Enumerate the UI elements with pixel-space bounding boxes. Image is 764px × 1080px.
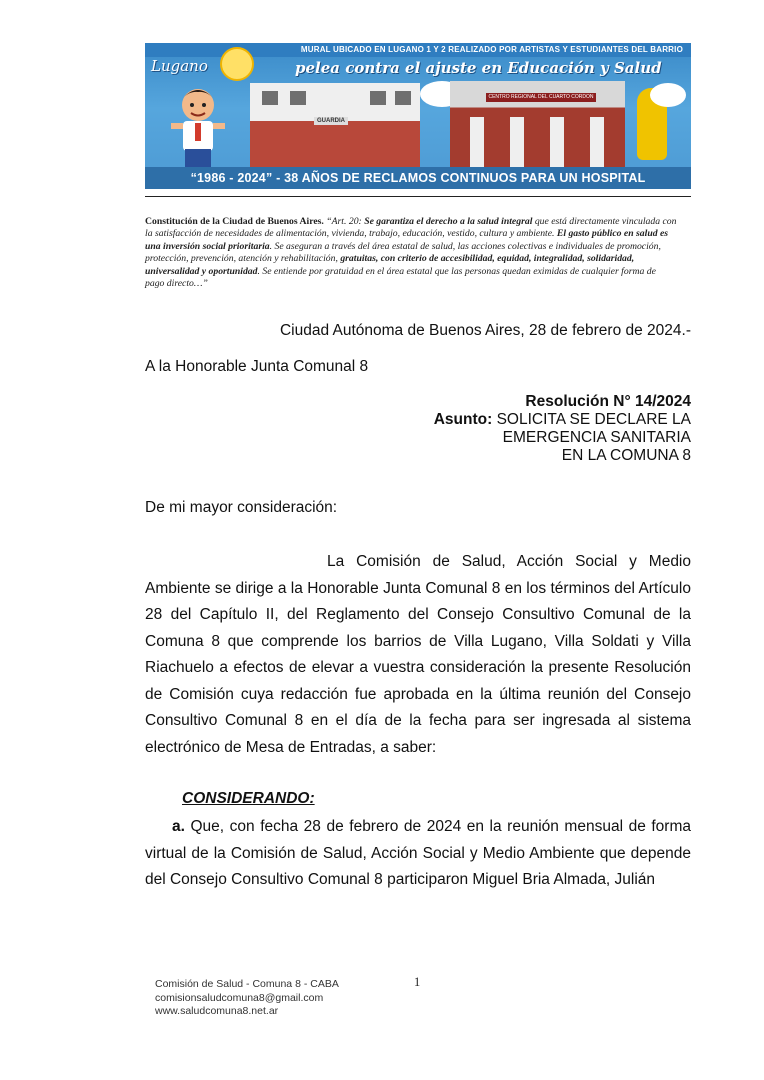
quote-bold-1: Se garantiza el derecho a la salud integral (364, 216, 533, 227)
item-a-text: Que, con fecha 28 de febrero de 2024 en la reunión mensual de forma virtual de la Comisión de Salud, Acción Social y Medio Ambiente que depende del Consejo Consultivo Comunal 8 participaron Miguel Bria Almada, Julián (145, 818, 691, 888)
asunto-block (434, 411, 691, 465)
quote-source: Constitución de la Ciudad de Buenos Aires. (145, 216, 324, 227)
quote-text-2: que está directamente vinculada con la satisfacción de necesidades de alimentación, vivienda, trabajo, educación, vestido, cultura y ambiente. (145, 216, 677, 240)
banner-bottom-caption: “1986 - 2024” - 38 AÑOS DE RECLAMOS CONTINUOS PARA UN HOSPITAL (145, 167, 691, 189)
considerando-heading: CONSIDERANDO: (182, 790, 315, 807)
banner-slogan: pelea contra el ajuste en Educación y Salud (295, 59, 662, 77)
footer-org: Comisión de Salud - Comuna 8 - CABA (155, 978, 339, 990)
quote-text-4: . Se aseguran a través del área estatal de salud, las acciones colectivas e individuales de promoción, protección, prevención, atención y rehabilitación, (145, 240, 661, 265)
header-divider (145, 196, 691, 197)
resolution-number: Resolución N° 14/2024 (525, 393, 691, 410)
considerando-item-a (145, 814, 691, 894)
asunto-line-3: EN LA COMUNA 8 (561, 447, 691, 464)
body-paragraph-1-text: La Comisión de Salud, Acción Social y Medio Ambiente se dirige a la Honorable Junta Comunal 8 en los términos del Artículo 28 del Capítulo II, del Reglamento del Consejo Consultivo Comunal de la Comuna 8 que comprende los barrios de Villa Lugano, Villa Soldati y Villa Riachuelo a efectos de elevar a vuestra consideración la presente Resolución de Comisión cuya redacción fue aprobada en la última reunión del Consejo Consultivo Comunal 8 en el día de la fecha para ser ingresada al sistema electrónico de Mesa de Entradas, a saber: (145, 553, 691, 756)
hospital-building (450, 81, 625, 169)
asunto-line-2: EMERGENCIA SANITARIA (502, 429, 691, 446)
speech-bubble-right-icon (650, 83, 686, 107)
asunto-label: Asunto: (433, 411, 493, 428)
guardia-sign: GUARDIA (314, 117, 348, 125)
page-number: 1 (414, 975, 421, 989)
addressee: A la Honorable Junta Comunal 8 (145, 358, 369, 375)
footer-website[interactable]: www.saludcomuna8.net.ar (155, 1005, 279, 1018)
constitution-quote (145, 216, 677, 290)
footer-email[interactable]: comisionsaludcomuna8@gmail.com (155, 991, 324, 1004)
quote-text-6: . Se entiende por gratuidad en el área estatal que las personas quedan eximidas de cualquier forma de pago directo…” (145, 265, 656, 290)
header-banner (145, 43, 691, 189)
quote-bold-5: gratuitas, con criterio de accesibilidad, equidad, integralidad, solidaridad, universalidad y oportunidad (145, 253, 635, 277)
hospital-sign: CENTRO REGIONAL DEL CUARTO CORDON (486, 93, 596, 102)
item-a-label: a. (172, 818, 185, 835)
quote-article: “Art. 20: (326, 216, 362, 227)
body-paragraph-1 (145, 549, 691, 761)
banner-lugano-text: Lugano (151, 57, 208, 75)
greeting: De mi mayor consideración: (145, 499, 338, 516)
sun-icon (220, 47, 254, 81)
quote-bold-3: El gasto público en salud es una inversión social prioritaria (145, 228, 669, 252)
footer-contact (155, 978, 339, 1019)
city-date: Ciudad Autónoma de Buenos Aires, 28 de febrero de 2024.- (279, 322, 691, 339)
banner-top-caption: MURAL UBICADO EN LUGANO 1 Y 2 REALIZADO POR ARTISTAS Y ESTUDIANTES DEL BARRIO (145, 43, 691, 57)
cartoon-boy-icon (167, 83, 229, 173)
asunto-line-1: SOLICITA SE DECLARE LA (496, 411, 691, 428)
guardia-building (250, 83, 420, 168)
